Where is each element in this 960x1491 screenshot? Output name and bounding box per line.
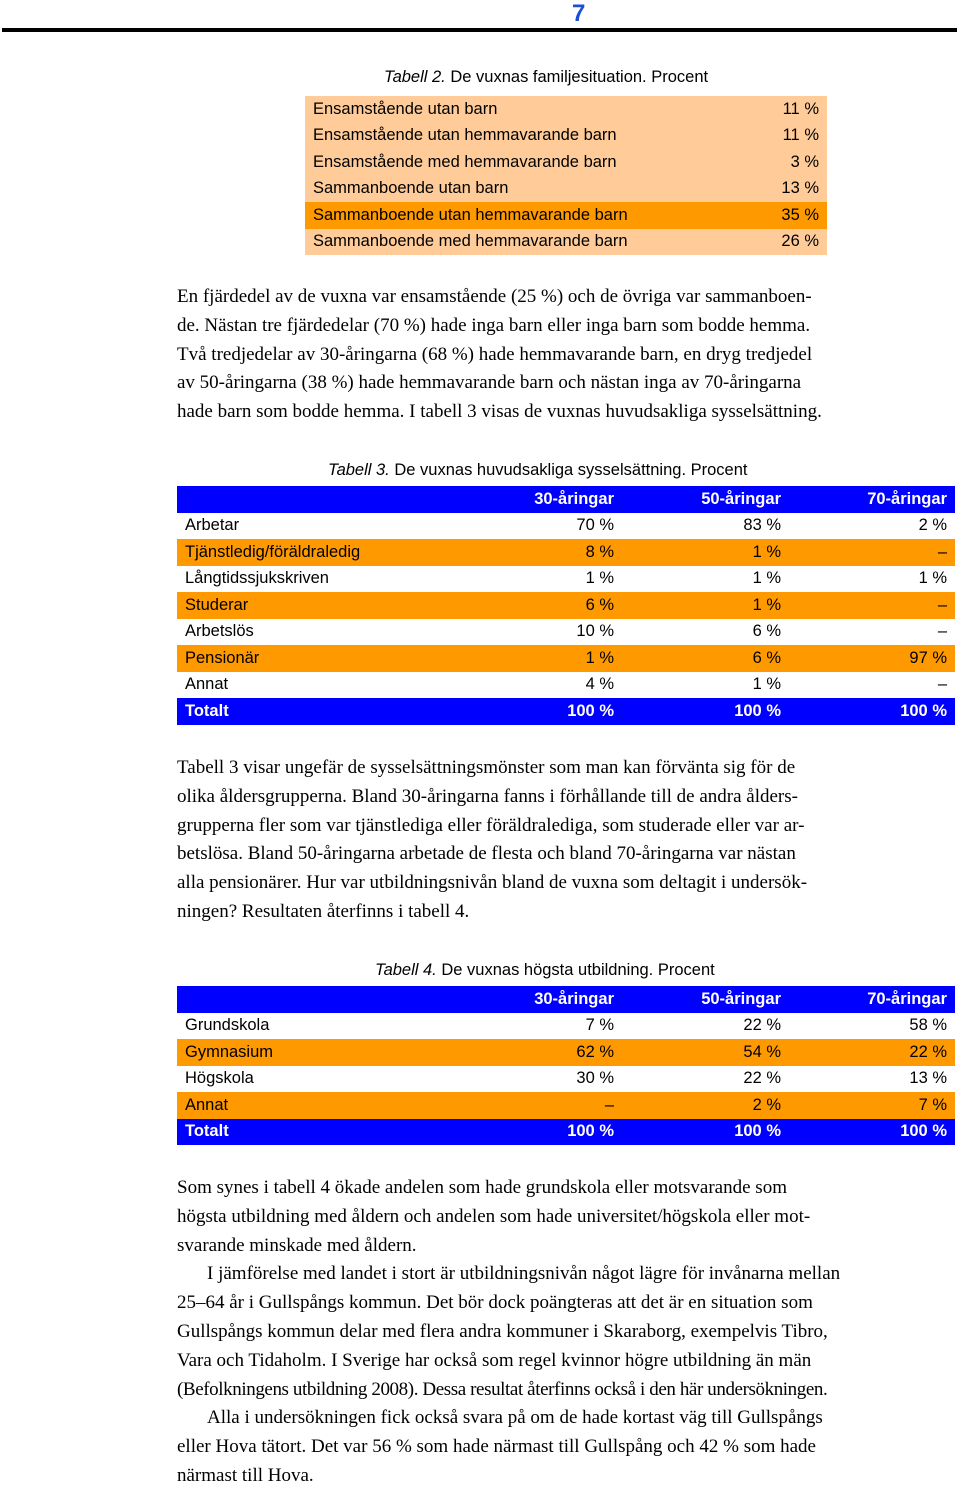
tabell3-caption-text: De vuxnas huvudsakliga sysselsättning. Procent <box>389 461 748 479</box>
header-cell: 30-åringar <box>534 989 614 1008</box>
table-row <box>305 229 827 256</box>
row-label: Grundskola <box>177 1013 457 1040</box>
text-line: eller Hova tätort. Det var 56 % som hade närmast till Gullspång och 42 % som hade <box>177 1436 816 1458</box>
cell: 4 % <box>457 672 622 699</box>
cell: 22 % <box>622 1013 789 1040</box>
tabell2-row-value: 13 % <box>781 179 819 198</box>
cell: 6 % <box>585 595 614 614</box>
cell: 30 % <box>457 1066 622 1093</box>
text-line: grupperna fler som var tjänstlediga eller föräldralediga, som studerade eller var ar- <box>177 814 805 836</box>
tabell2-row-label: Sammanboende utan hemmavarande barn <box>313 205 628 224</box>
cell: 22 % <box>909 1042 947 1061</box>
cell: 1 % <box>622 672 789 699</box>
cell: 22 % <box>622 1066 789 1093</box>
row-label: Annat <box>185 1095 229 1114</box>
paragraph-family <box>177 283 957 427</box>
total-label: Totalt <box>185 701 229 720</box>
total-cell: 100 % <box>734 1122 781 1141</box>
header-cell: 50-åringar <box>701 989 781 1008</box>
tabell2-row-label: Sammanboende med hemmavarande barn <box>313 232 628 251</box>
table-row <box>177 592 955 619</box>
text-line: hade barn som bodde hemma. I tabell 3 visas de vuxnas huvudsakliga sysselsättning. <box>177 401 822 423</box>
cell: 6 % <box>752 648 781 667</box>
text-line: de. Nästan tre fjärdedelar (70 %) hade inga barn eller inga barn som bodde hemma. <box>177 314 811 336</box>
tabell2-caption-label: Tabell 2. <box>384 68 446 86</box>
cell: – <box>789 672 955 699</box>
cell: 13 % <box>789 1066 955 1093</box>
row-label: Studerar <box>185 595 249 614</box>
cell: 8 % <box>585 542 614 561</box>
header-cell: 70-åringar <box>867 489 947 508</box>
table-row <box>177 645 955 672</box>
text-line: 25–64 år i Gullspångs kommun. Det bör dock poängteras att det är en situation som <box>177 1292 813 1314</box>
cell: 54 % <box>743 1042 781 1061</box>
table-row <box>305 202 827 229</box>
table-row <box>177 1066 955 1093</box>
cell: 1 % <box>585 648 614 667</box>
text-line: Alla i undersökningen fick också svara på om de hade kortast väg till Gullspångs <box>207 1407 823 1429</box>
row-label: Arbetar <box>177 513 457 540</box>
total-cell: 100 % <box>567 701 614 720</box>
header-rule <box>2 28 957 32</box>
tabell2-row-value: 3 % <box>790 152 819 171</box>
tabell2-row-label: Ensamstående med hemmavarande barn <box>313 152 617 171</box>
cell: – <box>604 1095 614 1114</box>
text-line: I jämförelse med landet i stort är utbildningsnivån något lägre för invånarna mellan <box>207 1263 841 1285</box>
text-line: En fjärdedel av de vuxna var ensamstående (25 %) och de övriga var sammanboen- <box>177 286 812 307</box>
table-row <box>305 123 827 150</box>
text-line: Vara och Tidaholm. I Sverige har också som regel kvinnor högre utbildning än män <box>177 1349 812 1371</box>
tabell2-caption <box>384 68 708 87</box>
text-line: Två tredjedelar av 30-åringarna (68 %) hade hemmavarande barn, en dryg tredjedel <box>177 343 813 365</box>
tabell2-row-value: 26 % <box>781 232 819 251</box>
table-row <box>177 1039 955 1066</box>
cell: 62 % <box>576 1042 614 1061</box>
table-row <box>177 539 955 566</box>
header-cell: 50-åringar <box>701 489 781 508</box>
tabell2-table <box>305 96 827 255</box>
table-row <box>177 566 955 593</box>
row-label: Gymnasium <box>185 1042 274 1061</box>
table-row <box>177 513 955 540</box>
text-line: högsta utbildning med åldern och andelen som hade universitet/högskola eller mot- <box>177 1205 811 1227</box>
table-header-row <box>177 986 955 1013</box>
tabell4-caption-label: Tabell 4. <box>375 961 437 979</box>
cell: 1 % <box>752 595 781 614</box>
text-line: ningen? Resultaten återfinns i tabell 4. <box>177 900 470 922</box>
row-label: Högskola <box>177 1066 457 1093</box>
tabell3-table <box>177 486 955 725</box>
cell: – <box>937 595 947 614</box>
tabell2-row-label: Sammanboende utan barn <box>313 179 509 198</box>
page-number: 7 <box>572 0 586 27</box>
table-total-row <box>177 1119 955 1146</box>
row-label: Annat <box>177 672 457 699</box>
cell: 97 % <box>909 648 947 667</box>
total-cell: 100 % <box>900 701 947 720</box>
text-line: Som synes i tabell 4 ökade andelen som hade grundskola eller motsvarande som <box>177 1177 787 1198</box>
header-cell: 70-åringar <box>867 989 947 1008</box>
text-line: Tabell 3 visar ungefär de sysselsättningsmönster som man kan förvänta sig för de <box>177 757 796 778</box>
table-row <box>177 619 955 646</box>
tabell2-caption-text: De vuxnas familjesituation. Procent <box>445 68 709 86</box>
cell: 2 % <box>789 513 955 540</box>
text-line: Gullspångs kommun delar med flera andra kommuner i Skaraborg, exempelvis Tibro, <box>177 1320 828 1342</box>
cell: 70 % <box>457 513 622 540</box>
table-row <box>305 176 827 203</box>
cell: 58 % <box>789 1013 955 1040</box>
row-label: Tjänstledig/föräldraledig <box>185 542 361 561</box>
tabell2-row-label: Ensamstående utan hemmavarande barn <box>313 126 617 145</box>
table-row <box>177 1013 955 1040</box>
total-cell: 100 % <box>567 1122 614 1141</box>
tabell4-table <box>177 986 955 1145</box>
table-row <box>177 1092 955 1119</box>
text-line: alla pensionärer. Hur var utbildningsnivån bland de vuxna som deltagit i undersök- <box>177 872 808 894</box>
total-cell: 100 % <box>734 701 781 720</box>
tabell4-caption-text: De vuxnas högsta utbildning. Procent <box>436 961 715 979</box>
row-label: Långtidssjukskriven <box>177 566 457 593</box>
row-label: Pensionär <box>185 648 260 667</box>
text-line: av 50-åringarna (38 %) hade hemmavarande barn och nästan inga av 70-åringarna <box>177 372 802 394</box>
table-row <box>305 96 827 123</box>
cell: 10 % <box>457 619 622 646</box>
text-line: betslösa. Bland 50-åringarna arbetade de flesta och bland 70-åringarna var nästan <box>177 843 796 865</box>
total-cell: 100 % <box>900 1122 947 1141</box>
table-row <box>305 149 827 176</box>
cell: – <box>937 542 947 561</box>
header-cell <box>177 986 457 1013</box>
table-header-row <box>177 486 955 513</box>
header-cell <box>177 486 457 513</box>
tabell2-row-value: 11 % <box>782 99 819 118</box>
paragraph-education <box>177 1174 957 1491</box>
tabell3-caption <box>328 461 747 480</box>
cell: 1 % <box>789 566 955 593</box>
table-total-row <box>177 698 955 725</box>
tabell2-row-value: 11 % <box>782 126 819 145</box>
text-line: närmast till Hova. <box>177 1464 314 1486</box>
tabell2-row-label: Ensamstående utan barn <box>313 99 498 118</box>
cell: – <box>789 619 955 646</box>
cell: 7 % <box>457 1013 622 1040</box>
cell: 6 % <box>622 619 789 646</box>
text-line: (Befolkningens utbildning 2008). Dessa resultat återfinns också i den här undersökningen. <box>177 1378 828 1400</box>
text-line: olika åldersgrupperna. Bland 30-åringarna fanns i förhållande till de andra ålders- <box>177 785 798 807</box>
paragraph-occupation <box>177 754 957 927</box>
cell: 1 % <box>457 566 622 593</box>
cell: 1 % <box>622 566 789 593</box>
header-cell: 30-åringar <box>534 489 614 508</box>
cell: 2 % <box>752 1095 781 1114</box>
tabell4-caption <box>375 961 715 980</box>
row-label: Arbetslös <box>177 619 457 646</box>
text-line: svarande minskade med åldern. <box>177 1234 417 1256</box>
tabell3-caption-label: Tabell 3. <box>328 461 390 479</box>
cell: 7 % <box>918 1095 947 1114</box>
tabell2-row-value: 35 % <box>781 205 819 224</box>
total-label: Totalt <box>185 1122 229 1141</box>
table-row <box>177 672 955 699</box>
cell: 83 % <box>622 513 789 540</box>
cell: 1 % <box>752 542 781 561</box>
